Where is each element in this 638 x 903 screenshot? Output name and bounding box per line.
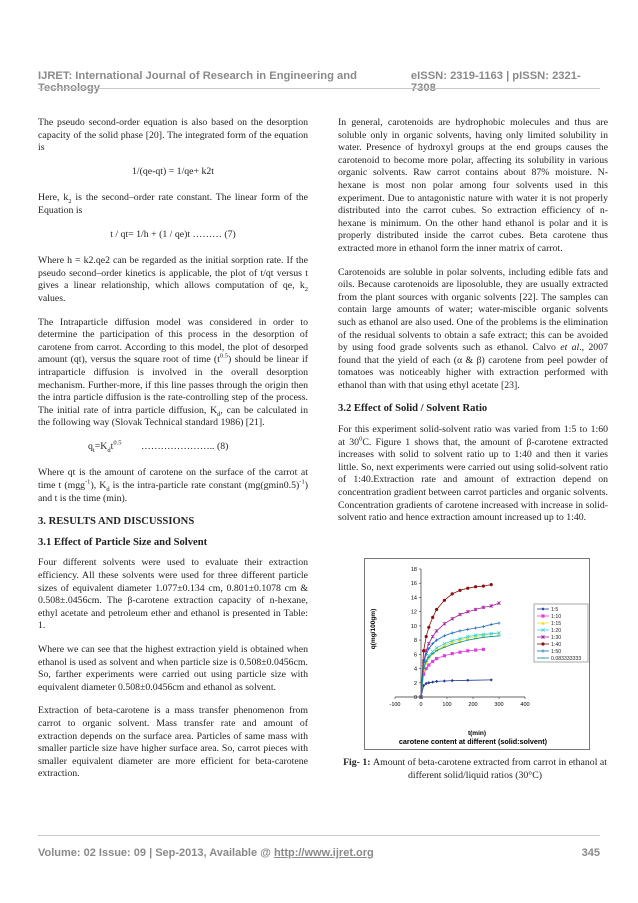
data-point [427, 681, 430, 684]
data-point [466, 587, 469, 590]
x-axis-label: t(min) [467, 730, 487, 737]
page-number: 345 [581, 847, 600, 859]
legend-label: 1:15 [551, 621, 562, 627]
volume-info: Volume: 02 Issue: 09 | Sep-2013, Available @ [38, 847, 274, 859]
legend-item [537, 621, 561, 627]
footer-divider [38, 835, 600, 836]
data-point [541, 614, 544, 617]
data-point [443, 654, 446, 657]
legend-label: 1:50 [551, 649, 562, 655]
figure-1-chart [364, 558, 590, 750]
data-point [422, 649, 425, 652]
data-point [490, 583, 493, 586]
paragraph: Extraction of beta-carotene is a mass transfer phenomenon from carrot to organic solvent. Mass transfer rate and amount of extraction depends on the surface area. Particles of same mass with smaller particle size have higher surface area. So, carrot pieces with smaller equivalent diameter are more efficient for beta-carotene extraction. [38, 705, 308, 780]
paragraph: Where qt is the amount of carotene on the surface of the carrot at time t (mgg$^{-1}$), $K_d$ is the intra-particle rate constant $(mg(gmin0.5)^{-1})$ and t is the time (min). [38, 467, 308, 504]
data-point [435, 629, 438, 632]
issn: eISSN: 2319-1163 | pISSN: 2321-7308 [410, 70, 581, 94]
series-1:15 [419, 631, 500, 698]
paragraph: Where h = k2.qe2 can be regarded as the initial sorption rate. If the pseudo second–order kinetics is applicable, the plot of t/qt versus t gives a linear relationship, which allows computation of qe, $k_2$ values. [38, 255, 308, 304]
legend-item [537, 656, 581, 662]
journal-url-link[interactable]: http://www.ijret.org [273, 847, 374, 859]
legend-label: 1:30 [551, 635, 562, 641]
data-point [451, 617, 454, 620]
paragraph: The pseudo second-order equation is also based on the desorption capacity of the solid phase [20]. The integrated form of the equation is [38, 117, 308, 154]
data-point [451, 652, 454, 655]
legend-item [537, 607, 558, 613]
data-point [541, 642, 544, 645]
legend-item [537, 649, 561, 655]
journal-title: IJRET: International Journal of Research in Engineering and Technology [38, 70, 357, 94]
data-point [458, 651, 461, 654]
data-point [435, 680, 438, 683]
legend-item [537, 642, 561, 648]
x-tick-label: 200 [468, 702, 478, 708]
y-tick-label: 4 [413, 666, 417, 673]
data-point [474, 648, 477, 651]
data-point [482, 625, 485, 628]
data-point [435, 608, 438, 611]
section-heading: 3. RESULTS AND DISCUSSIONS [38, 516, 195, 528]
paragraph: The Intraparticle diffusion model was considered in order to determine the participation of this process in the desorption of carotene from carrot. According to this model, the plot of desorped amount (qt), versus the square root of time $(t^{0.5})$ should be linear if intraparticle diffusion is involved in the overall desorption mechanism. Further-more, if this line passes through the origin then the intra particle diffusion is the rate-controlling step of the process. The initial rate of intra particle diffusion, $K_d$, can be calculated in the following way (Slovak Technical standard 1986) [21]. [38, 316, 308, 429]
data-point [443, 599, 446, 602]
data-point [431, 680, 434, 683]
data-point [431, 616, 434, 619]
running-footer [38, 847, 600, 859]
x-tick-label: 400 [520, 702, 530, 708]
subsection-heading: 3.2 Effect of Solid / Solvent Ratio [338, 403, 488, 415]
y-tick-label: 16 [410, 581, 417, 588]
paragraph: Four different solvents were used to evaluate their extraction efficiency. All these solvents were used for three different particle sizes of equivalent diameter 1.077±0.134 cm, 0.801±0.1078 cm & 0.508±.0456cm. The β-carotene extraction capacity of n-hexane, ethyl acetate and petroleum ether and ethanol is presented in Table: 1. [38, 557, 308, 632]
legend-label: 0.083333333 [551, 656, 582, 662]
y-tick-label: 8 [413, 638, 417, 645]
equation: t / qt= 1/h + (1 / qe)t ……… (7) [110, 228, 236, 240]
data-point [482, 648, 485, 651]
data-point [490, 623, 493, 626]
y-tick-label: 18 [410, 567, 417, 573]
data-point [497, 621, 500, 624]
right-column [338, 117, 608, 536]
data-point [431, 660, 434, 663]
paragraph: Carotenoids are soluble in polar solvents, including edible fats and oils. Because carotenoids are liposoluble, they are usually extracted from the plant sources with organic solvents [22]. The samples can contain large amounts of water; water-miscible organic solvents such as ethanol are also used. One of the problems is the elimination of the residual solvents to obtain a safe extract; this can be avoided by using food grade solvents such as ethanol. Calvo et al., 2007 found that the yield of each (α & β) carotene from peel powder of tomatoes was noticeably higher with extraction performed with ethanol than with that using ethyl acetate [23]. [338, 266, 608, 391]
legend-label: 1:40 [551, 642, 562, 648]
equation: $q_t=K_dt^{0.5}$ ………………….. (8) [88, 439, 229, 454]
figure-caption: Fig- 1: Amount of beta-carotene extracted from carrot in ethanol at different solid/liquid ratios (30°C) [343, 757, 607, 781]
running-header [38, 70, 600, 94]
chart-title: carotene content at different (solid:solvent) [398, 737, 548, 746]
data-point [490, 678, 493, 681]
x-tick-label: 300 [494, 702, 504, 708]
y-tick-label: 10 [410, 623, 417, 630]
data-point [443, 634, 446, 637]
x-tick-label: 100 [442, 702, 452, 708]
legend-label: 1:5 [551, 607, 559, 613]
y-axis-label: q(mg/100gm) [370, 608, 377, 650]
data-point [431, 635, 434, 638]
y-tick-label: 6 [413, 652, 417, 659]
data-point [458, 629, 461, 632]
equation: 1/(qe-qt) = 1/qe+ k2t [131, 165, 215, 177]
data-point [466, 628, 469, 631]
legend-label: 1:20 [551, 628, 562, 634]
legend-item [537, 628, 561, 634]
legend-item [537, 614, 561, 620]
header-divider [38, 88, 600, 89]
data-point [451, 679, 454, 682]
y-tick-label: 2 [413, 680, 417, 687]
data-point [458, 589, 461, 592]
data-point [466, 649, 469, 652]
y-tick-label: 14 [410, 595, 417, 602]
x-tick-label: 0 [419, 702, 423, 708]
legend-label: 1:10 [551, 614, 562, 620]
paragraph: In general, carotenoids are hydrophobic molecules and thus are soluble only in organic solvents, having only limited solubility in water. Presence of hydroxyl groups at the end groups causes the carotenoid to become more polar, affecting its solubility in various organic solvents. Raw carrot contains about 87% moisture. N-hexane is most non polar among four solvents used in this experiment. Due to antagonistic nature with water it is not properly distributed into the carrot cubes. So extraction efficiency of n-hexane is minimum. On the other hand ethanol is polar and it is properly distributed inside the carrot cubes. Beta carotene thus extracted more in ethanol form the inner matrix of carrot. [338, 117, 608, 254]
data-point [427, 626, 430, 629]
paragraph: Here, $k_2$ is the second–order rate constant. The linear form of the Equation is [38, 192, 308, 216]
y-tick-label: 12 [410, 609, 417, 616]
data-point [425, 635, 428, 638]
paragraph: For this experiment solid-solvent ratio was varied from 1:5 to 1:60 at $30^0C$. Figure 1 shows that, the amount of β-carotene extracted increases with solid to solvent ratio up to 1:40 and then it varies little. So, next experiments were carried out using solid-solvent ratio of 1:40.Extraction rate and amount of extraction depend on concentration gradient between carrot particles and organic solvents. Concentration gradients of carotene increased with increase in solid-solvent ratio and hence extraction amount increased up to 1:40. [338, 424, 608, 524]
data-point [443, 679, 446, 682]
x-tick-label: -100 [389, 702, 401, 708]
data-point [474, 626, 477, 629]
chart-svg [365, 559, 589, 749]
subsection-heading: 3.1 Effect of Particle Size and Solvent [38, 536, 208, 548]
data-point [474, 585, 477, 588]
data-point [541, 649, 544, 652]
paragraph: Where we can see that the highest extraction yield is obtained when ethanol is used as solvent and when particle size is 0.508±0.0456cm. So, farther experiments were carried out using particle size with equivalent diameter 0.508±0.0456cm and ethanol as solvent. [38, 644, 308, 693]
data-point [443, 622, 446, 625]
data-point [427, 642, 430, 645]
y-tick-label: 0 [413, 695, 417, 701]
series-1:5 [419, 678, 492, 698]
data-point [427, 663, 430, 666]
data-point [451, 631, 454, 634]
legend-item [537, 635, 561, 641]
data-point [451, 592, 454, 595]
data-point [541, 607, 544, 610]
left-column [38, 117, 308, 792]
data-point [482, 584, 485, 587]
data-point [466, 679, 469, 682]
data-point [435, 657, 438, 660]
